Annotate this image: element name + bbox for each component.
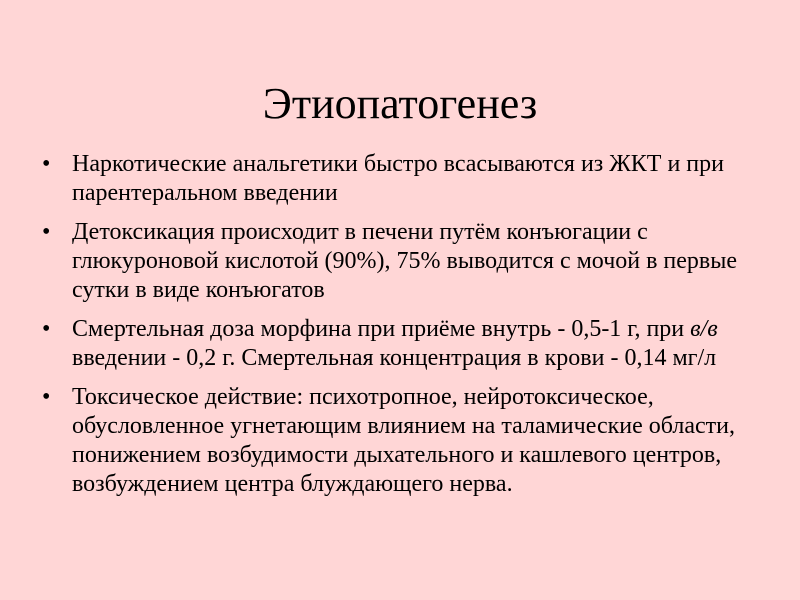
bullet-text: Наркотические анальгетики быстро всасываются из ЖКТ и при парентеральном введении <box>72 151 724 206</box>
bullet-text: Детоксикация происходит в печени путём конъюгации с глюкуроновой кислотой (90%), 75% выводится с мочой в первые сутки в виде конъюгатов <box>72 219 738 303</box>
slide-title: Этиопатогенез <box>262 79 538 128</box>
bullet-item-2 <box>42 218 772 305</box>
bullet-text-after: введении - 0,2 г. Смертельная концентрация в крови - 0,14 мг/л <box>72 345 717 371</box>
bullet-marker: • <box>42 151 51 177</box>
bullet-marker: • <box>42 219 51 245</box>
bullet-item-1 <box>42 150 772 208</box>
bullet-marker: • <box>42 384 51 410</box>
bullet-item-3 <box>42 315 772 373</box>
bullet-marker: • <box>42 316 51 342</box>
bullet-text: Токсическое действие: психотропное, нейротоксическое, обусловленное угнетающим влиянием на таламические области, понижением возбудимости дыхательного и кашлевого центров, возбуждением центра блуждающего нерва. <box>72 384 735 497</box>
bullet-item-4 <box>42 383 772 499</box>
bullet-list <box>42 150 772 509</box>
bullet-text-before: Смертельная доза морфина при приёме внутрь - 0,5-1 г, при <box>72 316 691 342</box>
bullet-text-italic: в/в <box>690 316 718 342</box>
